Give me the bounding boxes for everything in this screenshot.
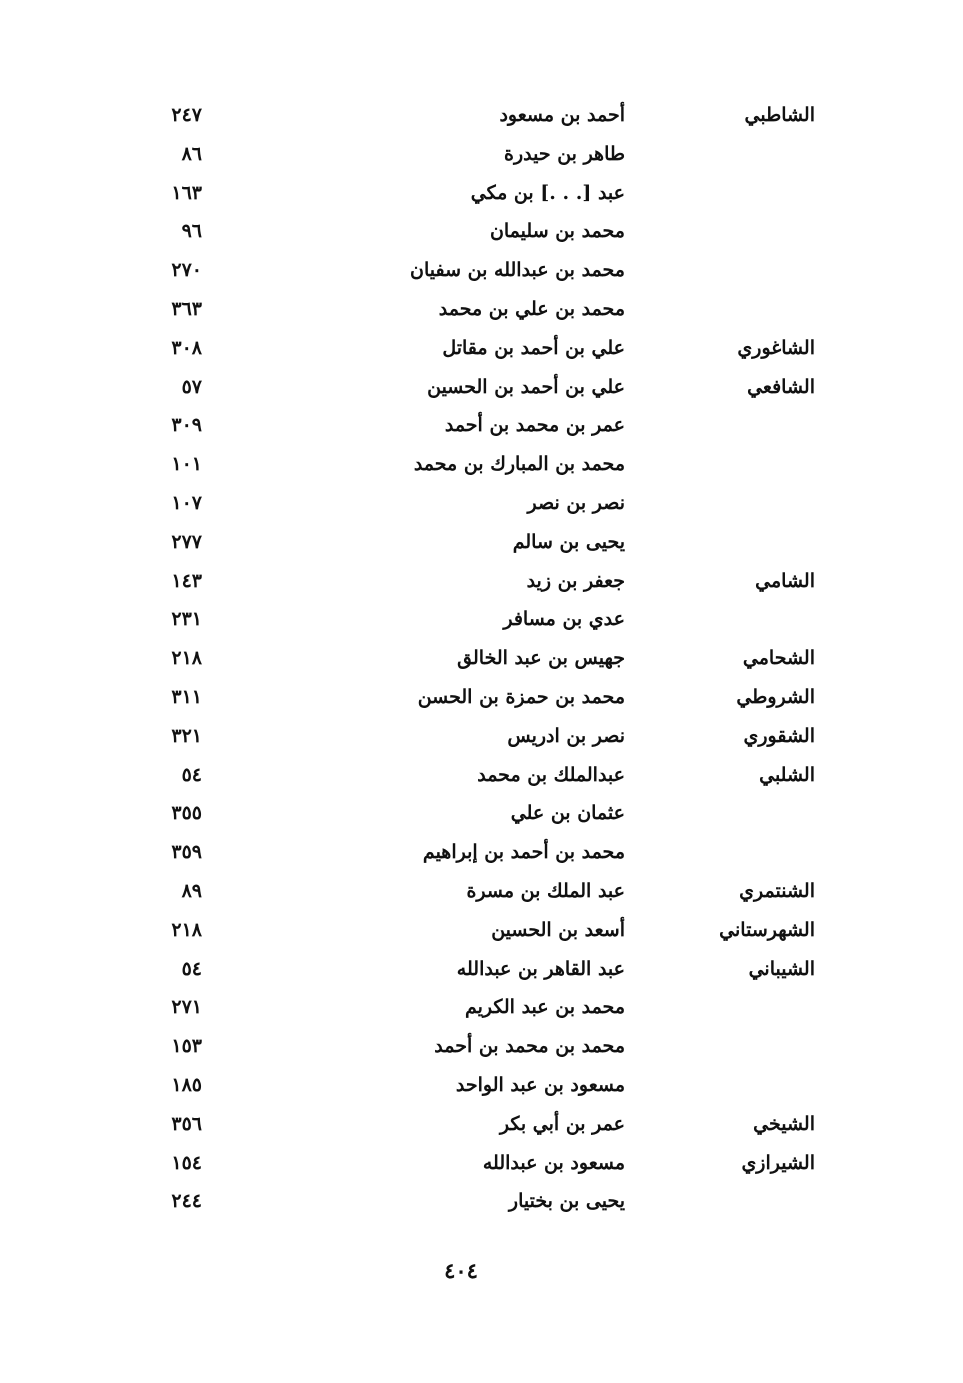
- page-reference: ١٦٣: [171, 181, 202, 204]
- person-name: عمر بن أبي بكر: [499, 1112, 625, 1135]
- nisba: الشاطبي: [744, 104, 815, 126]
- page-reference: ١٤٣: [171, 569, 202, 592]
- index-entry: [0, 96, 963, 135]
- page-reference: ١٥٣: [171, 1035, 202, 1058]
- page-reference: ٣٠٩: [171, 414, 202, 437]
- page-reference: ٢٤٤: [171, 1190, 202, 1213]
- person-name: يحيى بن بختيار: [508, 1190, 625, 1213]
- index-entry: [0, 717, 963, 756]
- index-entry: [0, 639, 963, 678]
- index-entry: [0, 1105, 963, 1144]
- nisba: الشيرازي: [741, 1151, 815, 1174]
- person-name: عبد [. . .] بن مكي: [470, 181, 625, 204]
- person-name: يحيى بن سالم: [512, 530, 625, 553]
- page-reference: ٥٧: [181, 375, 202, 398]
- index-list: [0, 96, 963, 1221]
- index-entry: [0, 794, 963, 833]
- index-entry: [0, 368, 963, 407]
- page-reference: ٣١١: [171, 685, 202, 708]
- person-name: علي بن أحمد بن مقاتل: [442, 336, 625, 359]
- page-reference: ١٠٧: [171, 491, 202, 514]
- page-reference: ٢٣١: [171, 608, 202, 631]
- index-entry: [0, 911, 963, 950]
- person-name: محمد بن عبد الكريم: [464, 996, 625, 1019]
- page-reference: ٩٦: [181, 220, 202, 243]
- nisba: الشيخي: [753, 1112, 815, 1135]
- index-entry: [0, 562, 963, 601]
- index-entry: [0, 174, 963, 213]
- page-reference: ٨٩: [181, 879, 202, 902]
- person-name: عمر بن محمد بن أحمد: [444, 414, 625, 437]
- person-name: عدي بن مسافر: [503, 608, 625, 631]
- page-number: ٤٠٤: [444, 1258, 478, 1283]
- person-name: محمد بن سليمان: [489, 220, 625, 243]
- nisba: الشافعي: [747, 375, 815, 398]
- person-name: نصر بن ادريس: [507, 724, 625, 747]
- index-entry: [0, 1066, 963, 1105]
- page-reference: ٥٤: [181, 763, 202, 786]
- page-reference: ٣٦٣: [171, 297, 202, 320]
- index-entry: [0, 950, 963, 989]
- nisba: الشقوري: [743, 724, 815, 747]
- index-entry: [0, 756, 963, 795]
- page-reference: ٣٠٨: [171, 336, 202, 359]
- person-name: طاهر بن حيدرة: [504, 142, 625, 165]
- index-entry: [0, 135, 963, 174]
- page-reference: ٢٧٧: [171, 530, 202, 553]
- nisba: الشحامي: [742, 647, 815, 670]
- index-entry: [0, 329, 963, 368]
- nisba: الشهرستاني: [719, 918, 815, 941]
- nisba: الشامي: [755, 569, 815, 592]
- index-entry: [0, 290, 963, 329]
- index-entry: [0, 988, 963, 1027]
- index-entry: [0, 445, 963, 484]
- person-name: محمد بن حمزة بن الحسن: [417, 685, 625, 708]
- person-name: عثمان بن علي: [510, 802, 625, 825]
- index-entry: [0, 600, 963, 639]
- nisba: الشروطي: [736, 685, 815, 708]
- page-reference: ٨٦: [181, 142, 202, 165]
- person-name: محمد بن أحمد بن إبراهيم: [422, 841, 625, 864]
- person-name: أحمد بن مسعود: [499, 104, 625, 126]
- person-name: جعفر بن زيد: [526, 569, 625, 592]
- page-reference: ٣٥٥: [171, 802, 202, 825]
- person-name: عبد القاهر بن عبدالله: [456, 957, 625, 980]
- index-entry: [0, 872, 963, 911]
- person-name: علي بن أحمد بن الحسين: [427, 375, 625, 398]
- person-name: مسعود بن عبدالله: [482, 1151, 625, 1174]
- nisba: الشنتمري: [739, 879, 815, 902]
- person-name: محمد بن عبدالله بن سفيان: [410, 259, 625, 282]
- index-entry: [0, 1027, 963, 1066]
- page-reference: ٢٧٠: [171, 259, 202, 282]
- page-reference: ٢٧١: [171, 996, 202, 1019]
- page-reference: ٢١٨: [171, 918, 202, 941]
- nisba: الشلبي: [759, 763, 815, 786]
- person-name: محمد بن علي بن محمد: [438, 297, 625, 320]
- page-reference: ٢١٨: [171, 647, 202, 670]
- page-reference: ١٠١: [171, 453, 202, 476]
- index-entry: [0, 212, 963, 251]
- person-name: مسعود بن عبد الواحد: [455, 1073, 625, 1096]
- page-reference: ٣٥٦: [171, 1112, 202, 1135]
- person-name: محمد بن المبارك بن محمد: [413, 453, 625, 476]
- index-entry: [0, 523, 963, 562]
- page-reference: ٥٤: [181, 957, 202, 980]
- index-entry: [0, 678, 963, 717]
- nisba: الشاغوري: [737, 336, 815, 359]
- person-name: جهيس بن عبد الخالق: [457, 647, 625, 670]
- person-name: عبد الملك بن مسرة: [466, 879, 625, 902]
- page-reference: ١٥٤: [171, 1151, 202, 1174]
- index-entry: [0, 1182, 963, 1221]
- index-entry: [0, 251, 963, 290]
- person-name: أسعد بن الحسين: [491, 918, 625, 941]
- page-reference: ١٨٥: [171, 1073, 202, 1096]
- person-name: محمد بن محمد بن أحمد: [434, 1035, 625, 1058]
- index-entry: [0, 406, 963, 445]
- nisba: الشيباني: [748, 957, 815, 980]
- page-reference: ٣٢١: [171, 724, 202, 747]
- person-name: نصر بن نصر: [527, 491, 625, 514]
- index-entry: [0, 1144, 963, 1183]
- person-name: عبدالملك بن محمد: [477, 763, 625, 786]
- index-entry: [0, 484, 963, 523]
- index-entry: [0, 833, 963, 872]
- page-reference: ٣٥٩: [171, 841, 202, 864]
- page-reference: ٢٤٧: [171, 104, 202, 126]
